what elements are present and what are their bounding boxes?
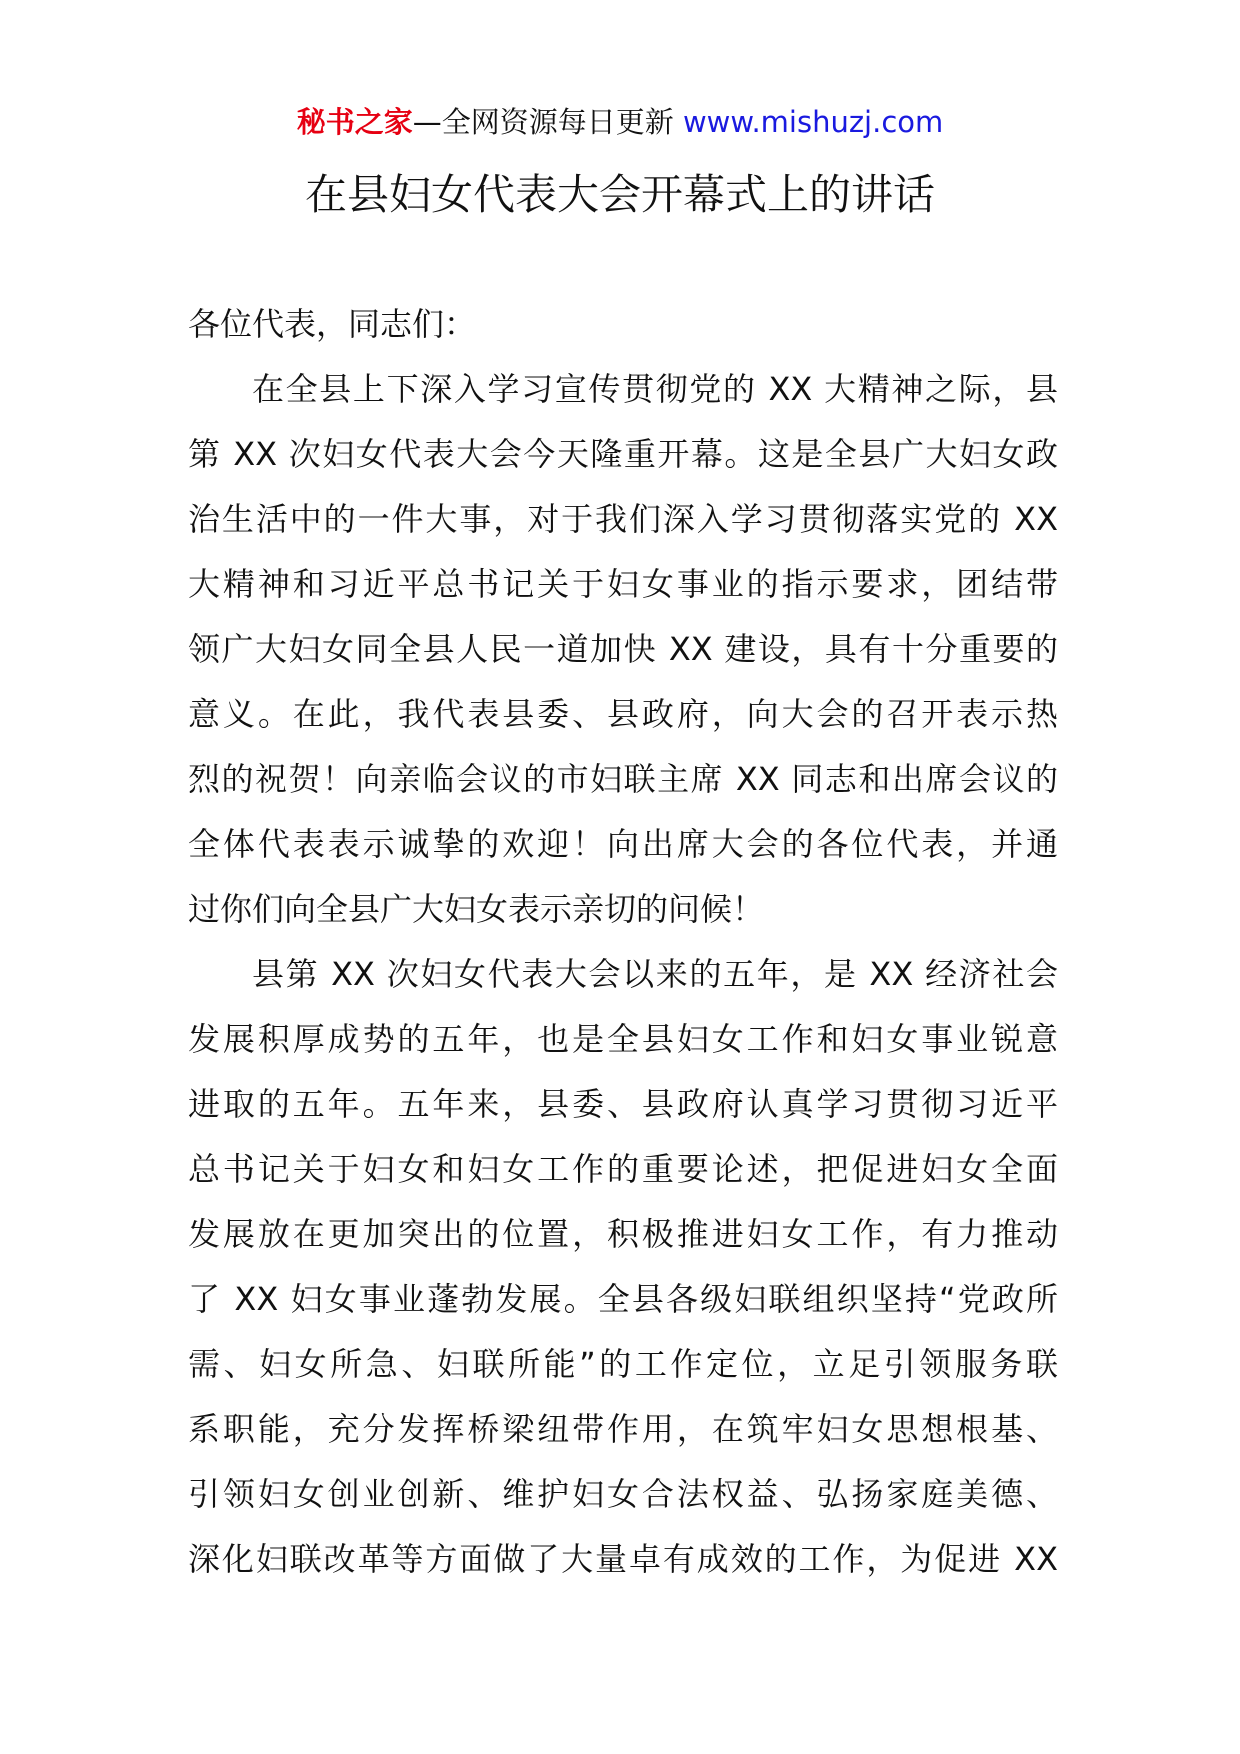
body-line: 治生活中的一件大事，对于我们深入学习贯彻落实党的 XX <box>188 500 1058 538</box>
body-line: 引领妇女创业创新、维护妇女合法权益、弘扬家庭美德、 <box>188 1475 1058 1513</box>
body-line: 总书记关于妇女和妇女工作的重要论述，把促进妇女全面 <box>188 1150 1058 1188</box>
document-body <box>188 292 1058 1592</box>
brand-name: 秘书之家 <box>296 105 413 139</box>
body-line: 各位代表，同志们： <box>188 305 477 343</box>
body-line: 全体代表表示诚挚的欢迎！向出席大会的各位代表，并通 <box>188 825 1058 863</box>
body-line: 烈的祝贺！向亲临会议的市妇联主席 XX 同志和出席会议的 <box>188 760 1058 798</box>
body-line: 了 XX 妇女事业蓬勃发展。全县各级妇联组织坚持“党政所 <box>188 1280 1058 1318</box>
site-url-link[interactable]: www.mishuzj.com <box>682 105 944 139</box>
body-line: 意义。在此，我代表县委、县政府，向大会的召开表示热 <box>188 695 1058 733</box>
body-line: 在全县上下深入学习宣传贯彻党的 XX 大精神之际，县 <box>252 370 1058 408</box>
body-line: 需、妇女所急、妇联所能”的工作定位，立足引领服务联 <box>188 1345 1058 1383</box>
body-line: 发展放在更加突出的位置，积极推进妇女工作，有力推动 <box>188 1215 1058 1253</box>
body-line: 大精神和习近平总书记关于妇女事业的指示要求，团结带 <box>188 565 1058 603</box>
body-line: 领广大妇女同全县人民一道加快 XX 建设，具有十分重要的 <box>188 630 1058 668</box>
body-line: 进取的五年。五年来，县委、县政府认真学习贯彻习近平 <box>188 1085 1058 1123</box>
site-header <box>0 102 1240 142</box>
body-line: 县第 XX 次妇女代表大会以来的五年，是 XX 经济社会 <box>252 955 1058 993</box>
header-tagline: —全网资源每日更新 <box>412 105 674 139</box>
body-line: 第 XX 次妇女代表大会今天隆重开幕。这是全县广大妇女政 <box>188 435 1058 473</box>
body-line: 系职能，充分发挥桥梁纽带作用，在筑牢妇女思想根基、 <box>188 1410 1058 1448</box>
body-line: 发展积厚成势的五年，也是全县妇女工作和妇女事业锐意 <box>188 1020 1058 1058</box>
body-line: 深化妇联改革等方面做了大量卓有成效的工作，为促进 XX <box>188 1540 1058 1578</box>
body-line: 过你们向全县广大妇女表示亲切的问候！ <box>188 890 765 928</box>
document-title: 在县妇女代表大会开幕式上的讲话 <box>304 170 935 219</box>
